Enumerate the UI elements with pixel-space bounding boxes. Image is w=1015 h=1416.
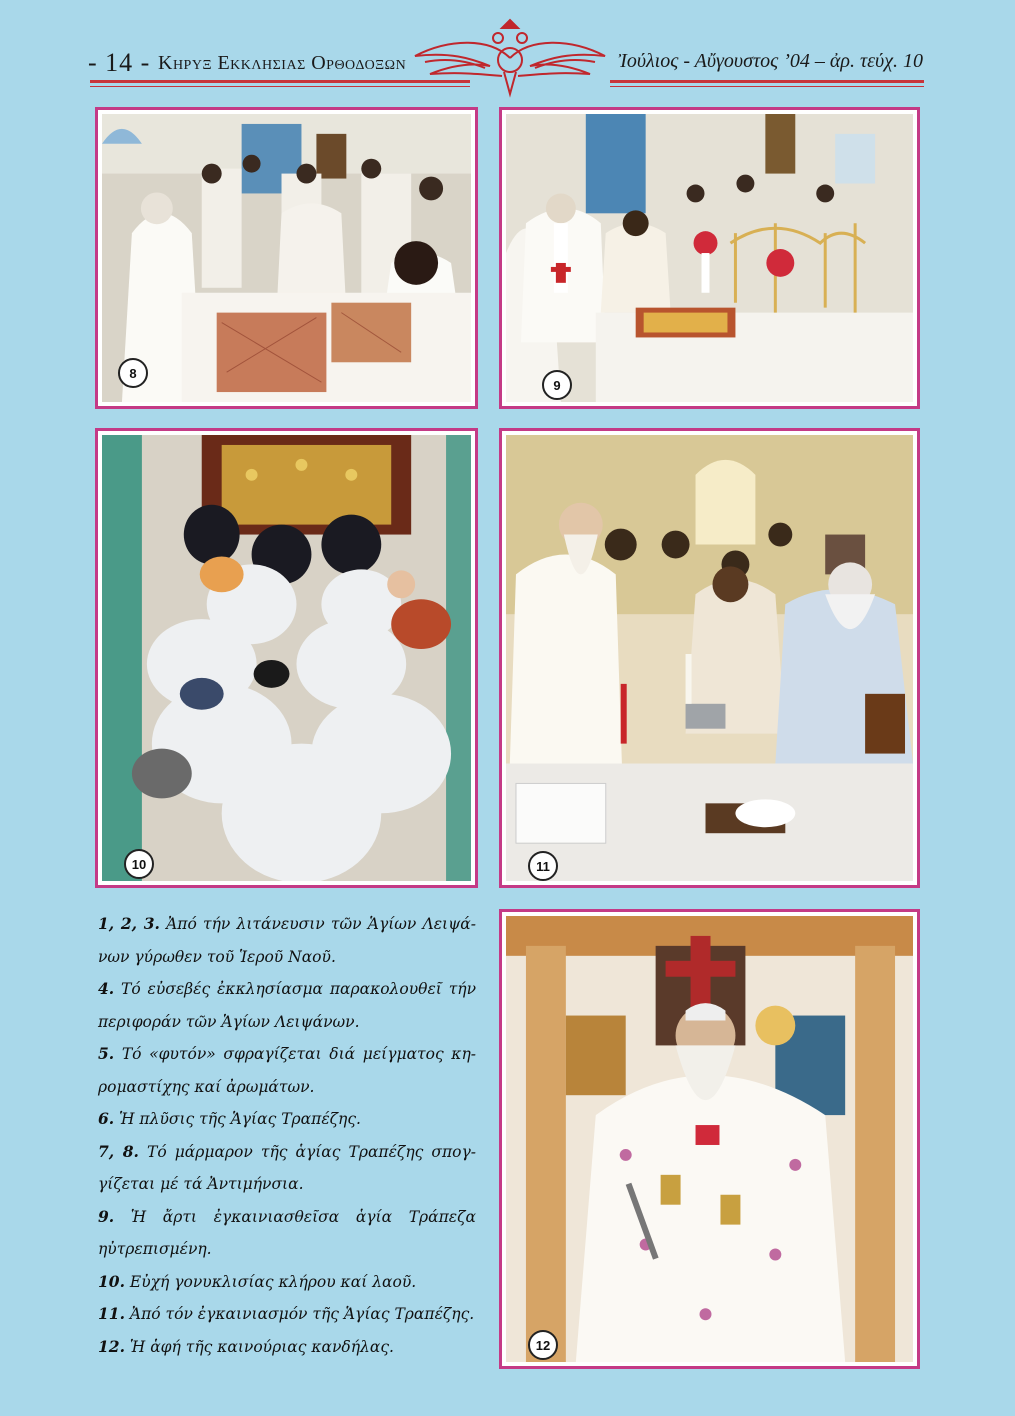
photo-8-image bbox=[102, 114, 471, 402]
photo-12-image bbox=[506, 916, 913, 1362]
caption-number: 9. bbox=[98, 1206, 115, 1226]
caption-text: Τό εὐσεβές ἐκκλησίασμα παρακολουθεῖ τήν περιφοράν τῶν Ἁγίων Λειψάνων. bbox=[98, 980, 476, 1031]
caption-number: 5. bbox=[98, 1044, 115, 1063]
photo-11-image bbox=[506, 435, 913, 881]
photo-11 bbox=[499, 428, 920, 888]
caption-text: Ἀπό τήν λιτάνευσιν τῶν Ἁγίων Λειψά- νων γύρωθεν τοῦ Ἱεροῦ Ναοῦ. bbox=[98, 915, 476, 966]
photo-number-badge: 12 bbox=[528, 1330, 558, 1360]
photo-9 bbox=[499, 107, 920, 409]
caption-text: Εὐχή γονυκλισίας κλήρου καί λαοῦ. bbox=[129, 1272, 417, 1291]
photo-number-badge: 9 bbox=[542, 370, 572, 400]
header-rule bbox=[90, 80, 470, 83]
photo-captions bbox=[98, 908, 476, 1363]
caption-number: 12. bbox=[98, 1336, 125, 1356]
caption-number: 1, 2, 3. bbox=[98, 914, 160, 933]
header-rule bbox=[610, 86, 924, 87]
photo-12 bbox=[499, 909, 920, 1369]
caption bbox=[98, 1298, 476, 1331]
caption bbox=[98, 973, 476, 1038]
header-rule bbox=[90, 86, 470, 87]
photo-8 bbox=[95, 107, 478, 409]
caption-number: 4. bbox=[98, 979, 115, 998]
header-rule bbox=[610, 80, 924, 83]
caption-text: Ἡ ἁφή τῆς καινούριας κανδήλας. bbox=[129, 1337, 394, 1356]
page-number: - 14 - bbox=[88, 48, 151, 77]
photo-number-badge: 10 bbox=[124, 849, 154, 879]
caption-text: Ἡ ἄρτι ἐγκαινιασθεῖσα ἁγία Τράπεζα ηὐτρεπισμένη. bbox=[98, 1207, 476, 1258]
caption bbox=[98, 908, 476, 973]
caption bbox=[98, 1038, 476, 1103]
caption bbox=[98, 1103, 476, 1136]
photo-number-badge: 8 bbox=[118, 358, 148, 388]
caption bbox=[98, 1331, 476, 1364]
photo-10 bbox=[95, 428, 478, 888]
caption-text: Τό «φυτόν» σφραγίζεται διά μείγματος κη- ρομαστίχης καί ἀρωμάτων. bbox=[98, 1045, 476, 1096]
caption-text: Ἀπό τόν ἐγκαινιασμόν τῆς Ἁγίας Τραπέζης. bbox=[129, 1305, 475, 1323]
photo-9-image bbox=[506, 114, 913, 402]
page-header bbox=[0, 0, 1015, 110]
photo-10-image bbox=[102, 435, 471, 881]
caption-number: 11. bbox=[98, 1304, 125, 1323]
caption-text: Ἡ πλῦσις τῆς Ἁγίας Τραπέζης. bbox=[119, 1110, 361, 1128]
journal-title: Κηρυξ Εκκλησιας Ορθοδοξων bbox=[158, 52, 407, 74]
caption bbox=[98, 1266, 476, 1299]
caption-number: 7, 8. bbox=[98, 1141, 139, 1161]
caption bbox=[98, 1201, 476, 1266]
caption-number: 10. bbox=[98, 1271, 125, 1291]
photo-number-badge: 11 bbox=[528, 851, 558, 881]
issue-info: Ἰούλιος - Αὔγουστος ’04 – ἀρ. τεύχ. 10 bbox=[618, 50, 923, 72]
caption-text: Τό μάρμαρον τῆς ἁγίας Τραπέζης σπογ- γίζεται μέ τά Ἀντιμήνσια. bbox=[98, 1142, 476, 1193]
caption bbox=[98, 1136, 476, 1201]
caption-number: 6. bbox=[98, 1109, 115, 1128]
